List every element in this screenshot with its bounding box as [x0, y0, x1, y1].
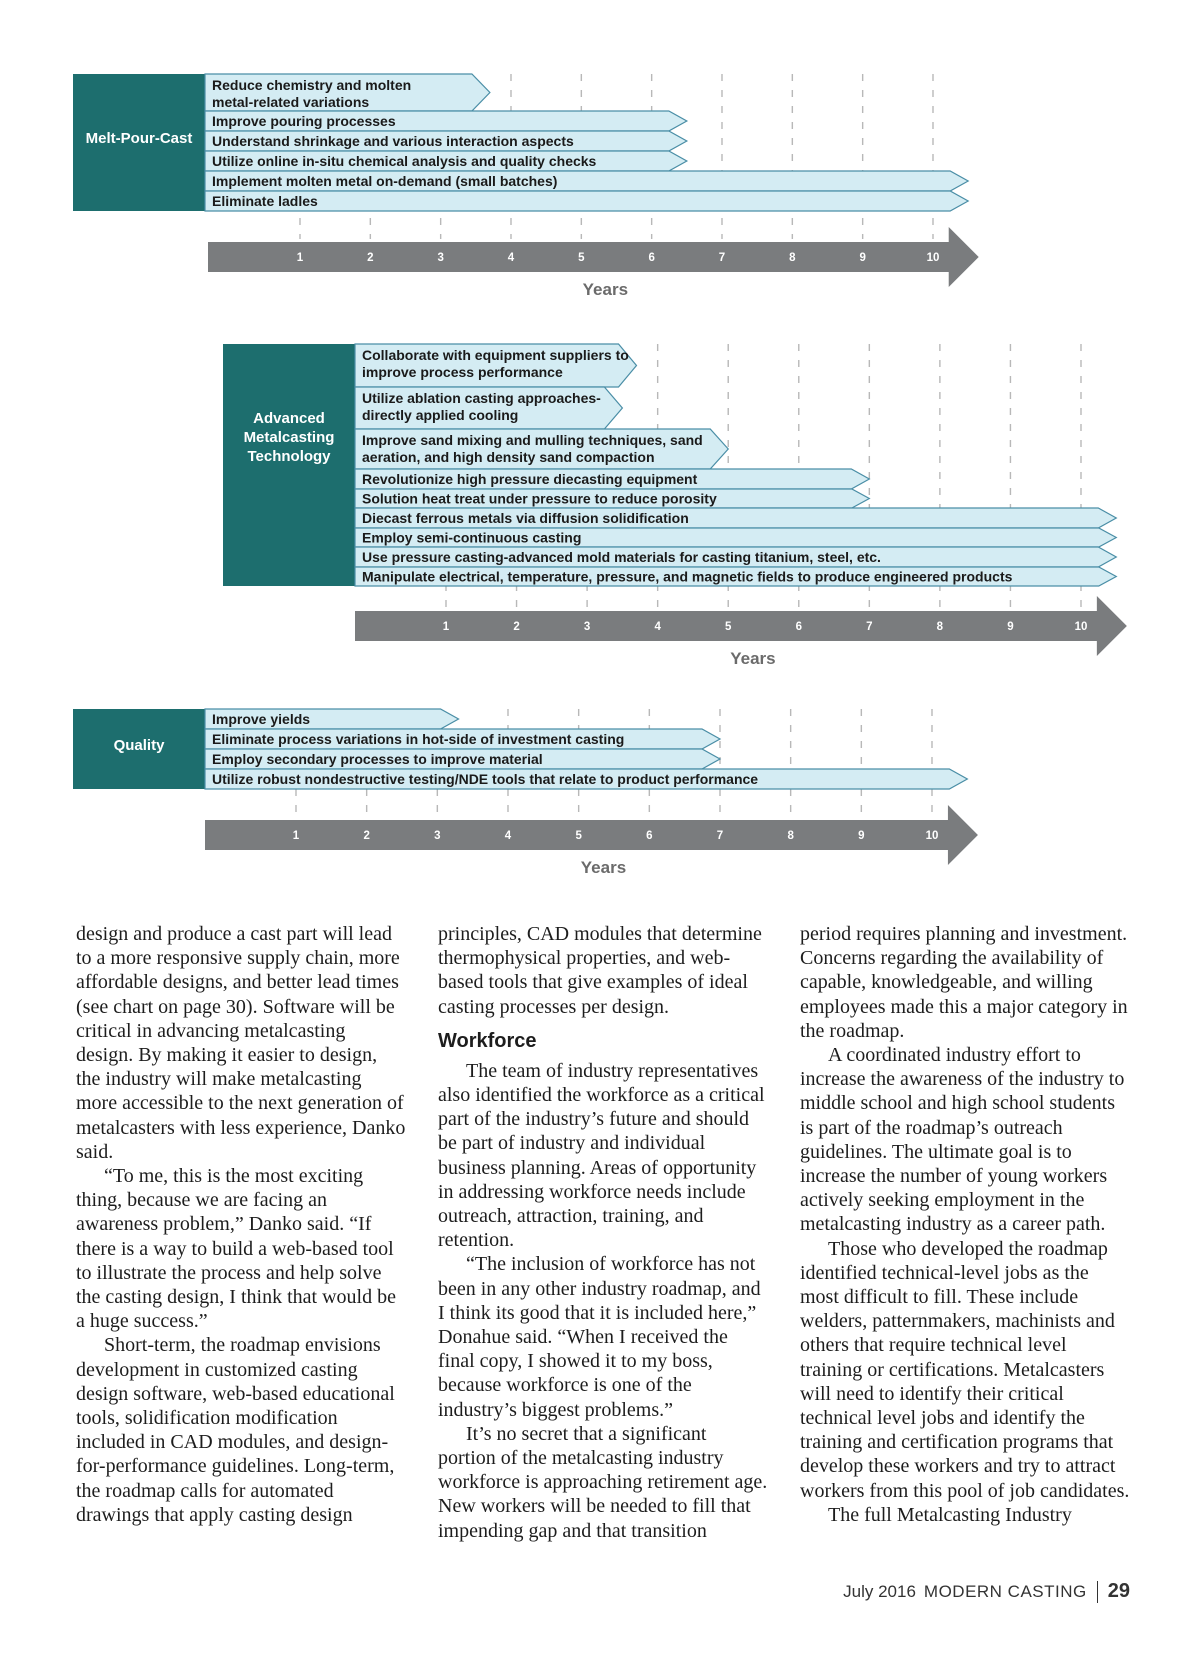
task-label: [212, 133, 574, 149]
task-label-line: Improve yields: [212, 711, 311, 727]
task-label-line: Diecast ferrous metals via diffusion solidification: [362, 510, 689, 526]
task-label: [362, 432, 703, 465]
year-tick-label: 3: [434, 830, 441, 842]
category-block: [223, 344, 355, 586]
task-label: [362, 569, 1013, 585]
category-label-line: Metalcasting: [243, 429, 335, 446]
year-tick-label: 9: [859, 252, 866, 264]
year-tick-label: 6: [795, 621, 802, 633]
task-label-line: aeration, and high density sand compaction: [362, 449, 655, 465]
task-arrow: [205, 191, 968, 211]
category-label-line: Quality: [113, 737, 165, 754]
axis-title-years: Years: [580, 858, 627, 877]
task-label: [212, 751, 543, 767]
year-tick-label: 4: [507, 252, 515, 264]
year-tick-label: 10: [925, 830, 939, 842]
year-tick-label: 1: [296, 252, 304, 264]
task-label-line: metal-related variations: [212, 94, 370, 110]
task-label-line: Manipulate electrical, temperature, pressure, and magnetic fields to produce engineered products: [362, 568, 1013, 585]
task-label: [212, 153, 597, 169]
task-label-line: Implement molten metal on-demand (small batches): [212, 173, 558, 189]
task-label-line: Eliminate ladles: [212, 193, 318, 209]
paragraph: Short-term, the roadmap envisions development in customized casting design software, web-based educational tools, solidification modification included in CAD modules, and design-for-performance guidelines. Long-term, the roadmap calls for automated drawings that apply casting design: [76, 1334, 395, 1526]
article-column-1: [76, 922, 406, 1527]
year-tick-label: 8: [936, 621, 944, 633]
category-label-line: Technology: [247, 448, 331, 465]
year-tick-label: 4: [504, 830, 512, 842]
axis-title-years: Years: [730, 649, 776, 668]
category-label: [86, 130, 193, 147]
year-tick-label: 2: [513, 621, 520, 633]
task-label: [212, 771, 758, 787]
year-tick-label: 8: [789, 252, 796, 264]
task-label-line: Reduce chemistry and molten: [212, 77, 412, 93]
year-tick-label: 7: [718, 252, 726, 264]
task-label-line: Revolutionize high pressure diecasting equipment: [362, 471, 698, 487]
task-label-line: Utilize ablation casting approaches-: [362, 390, 601, 406]
year-tick-label: 10: [926, 252, 940, 264]
paragraph: Those who developed the roadmap identified technical-level jobs as the most difficult to fill. These include welders, patternmakers, machinists and others that require technical level training or certifications. Metalcasters will need to identify their critical technical level jobs and identify the training and certification programs that develop these workers and try to attract workers from this pool of job candidates.: [800, 1237, 1130, 1502]
task-label: [362, 471, 698, 487]
year-tick-label: 4: [654, 621, 661, 633]
paragraph: A coordinated industry effort to increase the awareness of the industry to middle school and high school students is part of the roadmap’s outreach guidelines. The ultimate goal is to increase the number of young workers actively seeking employment in the metalcasting industry as a career path.: [800, 1044, 1125, 1236]
paragraph: The team of industry representatives also identified the workforce as a critical part of the industry’s future and should be part of industry and individual business planning. Areas of opportunity in addressing workforce needs include outreach, attraction, training, and retention.: [438, 1059, 765, 1252]
year-tick-label: 1: [442, 621, 450, 633]
task-label-line: Eliminate process variations in hot-side of investment casting: [212, 731, 625, 747]
task-label: [362, 530, 581, 546]
article-column-3: [800, 922, 1130, 1527]
axis-title-years: Years: [582, 280, 629, 299]
roadmap-section: [73, 74, 979, 299]
year-tick-label: 3: [583, 621, 591, 633]
year-tick-label: 7: [866, 621, 873, 633]
task-label: [212, 193, 318, 209]
paragraph: “The inclusion of workforce has not been in any other industry roadmap, and I think its good that it is included here,” Donahue said. “When I received the final copy, I showed it to my boss, because workforce is one of the industry’s biggest problems.”: [438, 1253, 761, 1421]
year-tick-label: 2: [367, 252, 374, 264]
category-label: [244, 410, 335, 465]
year-tick-label: 6: [648, 252, 655, 264]
task-label: [212, 113, 396, 129]
footer-date: July 2016: [843, 1581, 916, 1601]
paragraph: The full Metalcasting Industry: [828, 1503, 1072, 1526]
task-label: [212, 711, 310, 727]
year-tick-label: 5: [578, 252, 585, 264]
roadmap-section: [223, 344, 1127, 668]
paragraph: design and produce a cast part will lead to a more responsive supply chain, more affordable designs, and better lead times (see chart on page 30). Software will be critical in advancing metalcasting design. By making it easier to design, the industry will make metalcasting more accessible to the next generation of metalcasters with less experience, Danko said.: [76, 923, 406, 1163]
section-heading-workforce: Workforce: [438, 1029, 537, 1052]
task-label: [212, 731, 624, 747]
task-label: [212, 173, 557, 189]
year-tick-label: 5: [575, 830, 582, 842]
year-tick-label: 9: [858, 830, 865, 842]
task-label: [362, 510, 689, 526]
year-tick-label: 8: [787, 830, 794, 842]
year-tick-label: 6: [646, 830, 653, 842]
task-label-line: Utilize online in-situ chemical analysis and quality checks: [212, 153, 597, 169]
task-label-line: Employ semi-continuous casting: [362, 529, 582, 546]
footer-divider: [1097, 1581, 1098, 1603]
category-label: [114, 737, 166, 754]
task-label-line: Collaborate with equipment suppliers to: [362, 347, 629, 363]
task-label: [362, 549, 881, 565]
year-tick-label: 3: [437, 252, 444, 264]
paragraph: “To me, this is the most exciting thing, because we are facing an awareness problem,” Danko said. “If there is a way to build a web-based tool to illustrate the process and help solve the casting design, I think that would be a huge success.”: [76, 1165, 396, 1333]
task-label: [362, 491, 717, 507]
year-tick-label: 1: [292, 830, 300, 842]
task-label-line: improve process performance: [362, 364, 563, 380]
task-label-line: Solution heat treat under pressure to reduce porosity: [362, 490, 717, 507]
year-tick-label: 7: [716, 830, 724, 842]
year-tick-label: 10: [1074, 621, 1088, 633]
page-footer: [843, 1580, 1130, 1603]
category-label-line: Advanced: [253, 410, 325, 427]
task-label-line: Understand shrinkage and various interaction aspects: [212, 133, 574, 149]
year-tick-label: 9: [1007, 621, 1014, 633]
task-label-line: Use pressure casting-advanced mold materials for casting titanium, steel, etc.: [362, 549, 881, 565]
task-label-line: Employ secondary processes to improve material: [212, 751, 543, 767]
year-tick-label: 2: [363, 830, 370, 842]
page-number: 29: [1107, 1580, 1130, 1602]
paragraph: It’s no secret that a significant portion of the metalcasting industry workforce is approaching retirement age. New workers will be needed to fill that impending gap and that transition: [438, 1422, 768, 1542]
paragraph: period requires planning and investment. Concerns regarding the availability of capable, knowledgeable, and willing employees made this a major category in the roadmap.: [800, 923, 1128, 1042]
task-label-line: Improve pouring processes: [212, 113, 396, 129]
task-label-line: Improve sand mixing and mulling techniques, sand: [362, 432, 703, 448]
task-label-line: Utilize robust nondestructive testing/NDE tools that relate to product performance: [212, 771, 759, 787]
category-label-line: Melt-Pour-Cast: [85, 130, 193, 147]
footer-magazine: MODERN CASTING: [923, 1581, 1087, 1601]
year-tick-label: 5: [725, 621, 732, 633]
task-label-line: directly applied cooling: [362, 407, 519, 423]
roadmap-section: [73, 709, 978, 877]
article-column-2: [438, 922, 768, 1543]
paragraph: principles, CAD modules that determine thermophysical properties, and web-based tools that give examples of ideal casting processes per design.: [438, 923, 762, 1018]
